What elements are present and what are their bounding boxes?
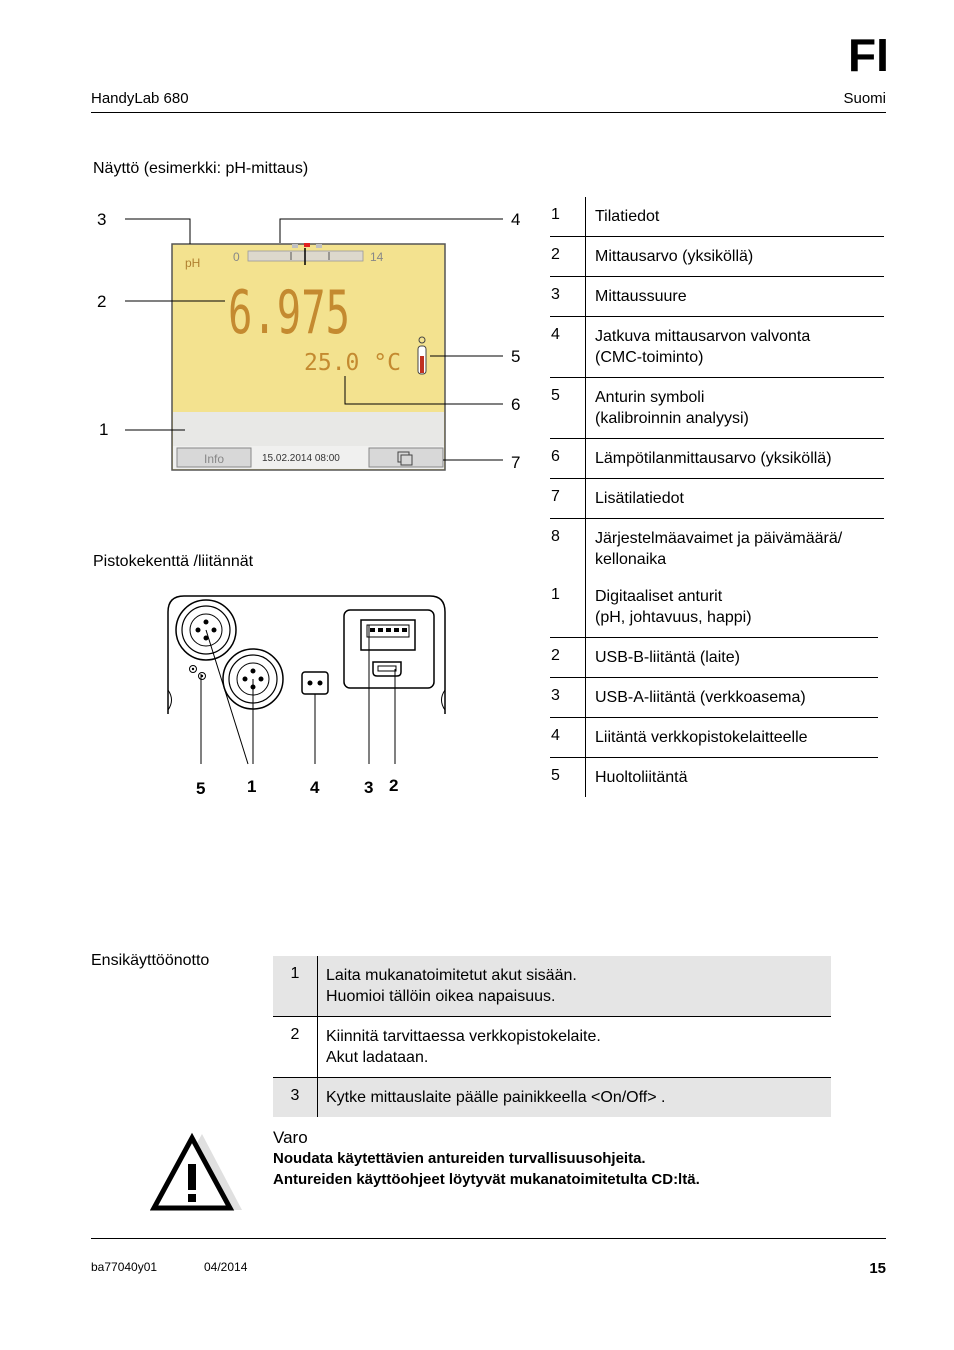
language-code: FI bbox=[848, 29, 889, 81]
date-time: 15.02.2014 08:00 bbox=[262, 453, 340, 464]
warning-icon bbox=[150, 1130, 242, 1212]
callout-5: 5 bbox=[511, 347, 521, 366]
callout-4: 4 bbox=[511, 210, 521, 229]
display-figure bbox=[85, 198, 535, 488]
bar-min-label: 0 bbox=[233, 250, 240, 264]
header-rule bbox=[91, 112, 886, 113]
sockets-legend-table bbox=[550, 577, 878, 797]
legend-row: 7 Lisätilatiedot bbox=[550, 479, 884, 519]
legend-row: 6 Lämpötilanmittausarvo (yksiköllä) bbox=[550, 439, 884, 479]
display-legend-table bbox=[550, 197, 884, 579]
legend-row: 4 Liitäntä verkkopistokelaitteelle bbox=[550, 718, 878, 758]
doc-date: 04/2014 bbox=[204, 1260, 248, 1274]
step-suffix: . bbox=[656, 1089, 666, 1106]
on-off-key: <On/Off> bbox=[591, 1089, 657, 1106]
callout-7: 7 bbox=[511, 453, 521, 472]
doc-id: ba77040y01 bbox=[91, 1260, 158, 1274]
socket-callout-2: 2 bbox=[389, 776, 399, 795]
callout-6: 6 bbox=[511, 395, 521, 414]
legend-row: 3 USB-A-liitäntä (verkkoasema) bbox=[550, 678, 878, 718]
legend-row: 1 Tilatiedot bbox=[550, 197, 884, 237]
startup-section-title: Ensikäyttöönotto bbox=[91, 952, 210, 969]
socket-callout-3: 3 bbox=[364, 778, 374, 797]
legend-row: 1 Digitaaliset anturit (pH, johtavuus, happi) bbox=[550, 577, 878, 638]
sockets-section-title: Pistokekenttä /liitännät bbox=[93, 553, 254, 570]
legend-row: 2 USB-B-liitäntä (laite) bbox=[550, 638, 878, 678]
callout-2: 2 bbox=[97, 292, 107, 311]
legend-row: 5 Anturin symboli (kalibroinnin analyysi) bbox=[550, 378, 884, 439]
socket-callout-4: 4 bbox=[310, 778, 320, 797]
legend-row: 3 Mittaussuure bbox=[550, 277, 884, 317]
measurement-value: 6.975 bbox=[228, 278, 350, 348]
step-row: 1 Laita mukanatoimitetut akut sisään. Huomioi tällöin oikea napaisuus. bbox=[273, 956, 831, 1017]
step-row: 2 Kiinnitä tarvittaessa verkkopistokelaite. Akut ladataan. bbox=[273, 1017, 831, 1078]
warning-title: Varo bbox=[273, 1128, 308, 1147]
warning-line-2: Antureiden käyttöohjeet löytyvät mukanatoimitetulta CD:ltä. bbox=[273, 1171, 700, 1188]
bar-max-label: 14 bbox=[370, 250, 384, 264]
language-name: Suomi bbox=[843, 90, 886, 107]
legend-row: 4 Jatkuva mittausarvon valvonta (CMC-toiminto) bbox=[550, 317, 884, 378]
step-text: Kytke mittauslaite päälle painikkeella bbox=[326, 1089, 592, 1106]
step-row: 3 Kytke mittauslaite päälle painikkeella <On/Off> . bbox=[273, 1078, 831, 1118]
warning-line-1: Noudata käytettävien antureiden turvallisuusohjeita. bbox=[273, 1150, 646, 1167]
display-section-title: Näyttö (esimerkki: pH-mittaus) bbox=[93, 160, 309, 177]
socket-callout-5: 5 bbox=[196, 779, 206, 798]
temperature-value: 25.0 °C bbox=[304, 350, 401, 376]
page-number: 15 bbox=[869, 1260, 886, 1277]
product-name: HandyLab 680 bbox=[91, 90, 189, 107]
socket-callout-1: 1 bbox=[247, 777, 257, 796]
startup-steps-table bbox=[273, 956, 831, 1117]
legend-row: 2 Mittausarvo (yksiköllä) bbox=[550, 237, 884, 277]
callout-3: 3 bbox=[97, 210, 107, 229]
legend-row: 5 Huoltoliitäntä bbox=[550, 758, 878, 798]
legend-row: 8 Järjestelmäavaimet ja päivämäärä/ kellonaika bbox=[550, 519, 884, 580]
info-button[interactable]: Info bbox=[203, 452, 225, 466]
footer-rule bbox=[91, 1238, 886, 1239]
sockets-figure bbox=[165, 592, 450, 802]
parameter-label: pH bbox=[185, 256, 201, 270]
callout-1: 1 bbox=[99, 420, 109, 439]
